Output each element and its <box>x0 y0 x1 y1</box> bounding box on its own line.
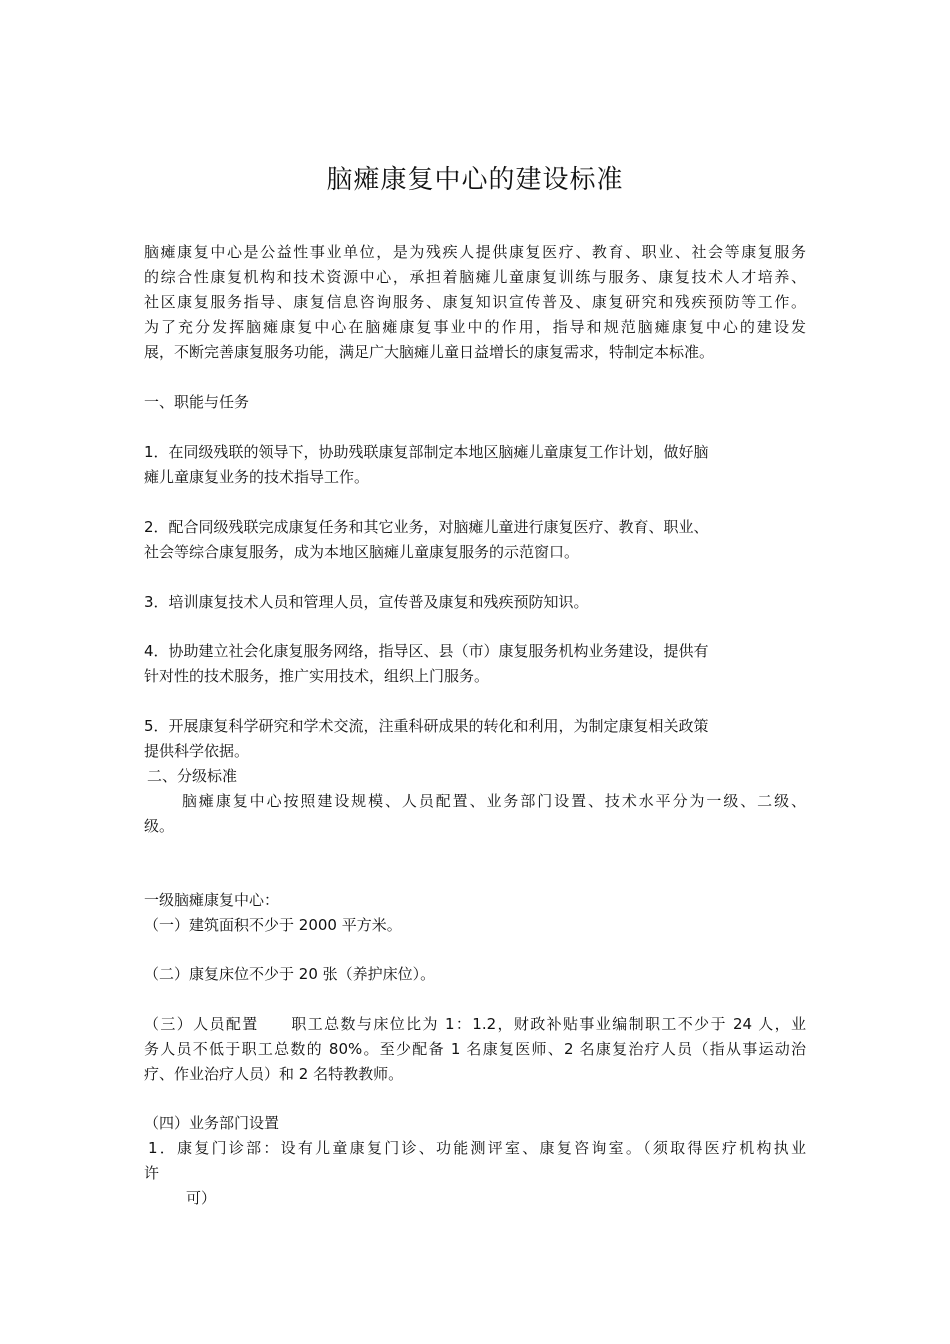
department-outpatient: 1．康复门诊部：设有儿童康复门诊、功能测评室、康复咨询室。（须取得医疗机构执业 <box>148 1139 806 1157</box>
department-outpatient: 许 <box>144 1164 160 1182</box>
duty-item: 1．在同级残联的领导下，协助残联康复部制定本地区脑瘫儿童康复工作计划，做好脑 <box>144 443 709 461</box>
duty-item: 针对性的技术服务，推广实用技术，组织上门服务。 <box>144 667 490 685</box>
level1-item-staffing: （三）人员配置 职工总数与床位比为 1：1.2，财政补贴事业编制职工不少于 24 人，业 <box>144 1015 806 1033</box>
level1-heading: 一级脑瘫康复中心： <box>144 891 280 909</box>
duty-item: 瘫儿童康复业务的技术指导工作。 <box>144 468 370 486</box>
grading-text: 脑瘫康复中心按照建设规模、人员配置、业务部门设置、技术水平分为一级、二级、 <box>182 792 806 810</box>
level1-item-departments: （四）业务部门设置 <box>144 1114 280 1132</box>
duty-item: 4．协助建立社会化康复服务网络，指导区、县（市）康复服务机构业务建设，提供有 <box>144 642 709 660</box>
intro-line: 脑瘫康复中心是公益性事业单位，是为残疾人提供康复医疗、教育、职业、社会等康复服务 <box>144 243 806 261</box>
section-heading-grading: 二、分级标准 <box>147 767 238 785</box>
level1-item-staffing: 疗、作业治疗人员）和 2 名特教教师。 <box>144 1065 404 1083</box>
section-heading-duties: 一、职能与任务 <box>144 393 250 411</box>
intro-line: 展，不断完善康复服务功能，满足广大脑瘫儿童日益增长的康复需求，特制定本标准。 <box>144 343 715 361</box>
intro-line: 的综合性康复机构和技术资源中心，承担着脑瘫儿童康复训练与服务、康复技术人才培养、 <box>144 268 806 286</box>
intro-line: 社区康复服务指导、康复信息咨询服务、康复知识宣传普及、康复研究和残疾预防等工作。 <box>144 293 806 311</box>
intro-line: 为了充分发挥脑瘫康复中心在脑瘫康复事业中的作用，指导和规范脑瘫康复中心的建设发 <box>144 318 806 336</box>
duty-item: 3．培训康复技术人员和管理人员，宣传普及康复和残疾预防知识。 <box>144 593 589 611</box>
duty-item: 5．开展康复科学研究和学术交流，注重科研成果的转化和利用，为制定康复相关政策 <box>144 717 709 735</box>
grading-text: 级。 <box>144 817 175 835</box>
level1-item-staffing: 务人员不低于职工总数的 80%。至少配备 1 名康复医师、2 名康复治疗人员（指从事运动治 <box>144 1040 806 1058</box>
duty-item: 提供科学依据。 <box>144 742 250 760</box>
duty-item: 2．配合同级残联完成康复任务和其它业务，对脑瘫儿童进行康复医疗、教育、职业、 <box>144 518 709 536</box>
level1-item-area: （一）建筑面积不少于 2000 平方米。 <box>144 916 402 934</box>
department-outpatient: 可） <box>186 1189 217 1207</box>
document-title: 脑瘫康复中心的建设标准 <box>326 165 624 195</box>
level1-item-beds: （二）康复床位不少于 20 张（养护床位）。 <box>144 965 436 983</box>
duty-item: 社会等综合康复服务，成为本地区脑瘫儿童康复服务的示范窗口。 <box>144 543 580 561</box>
